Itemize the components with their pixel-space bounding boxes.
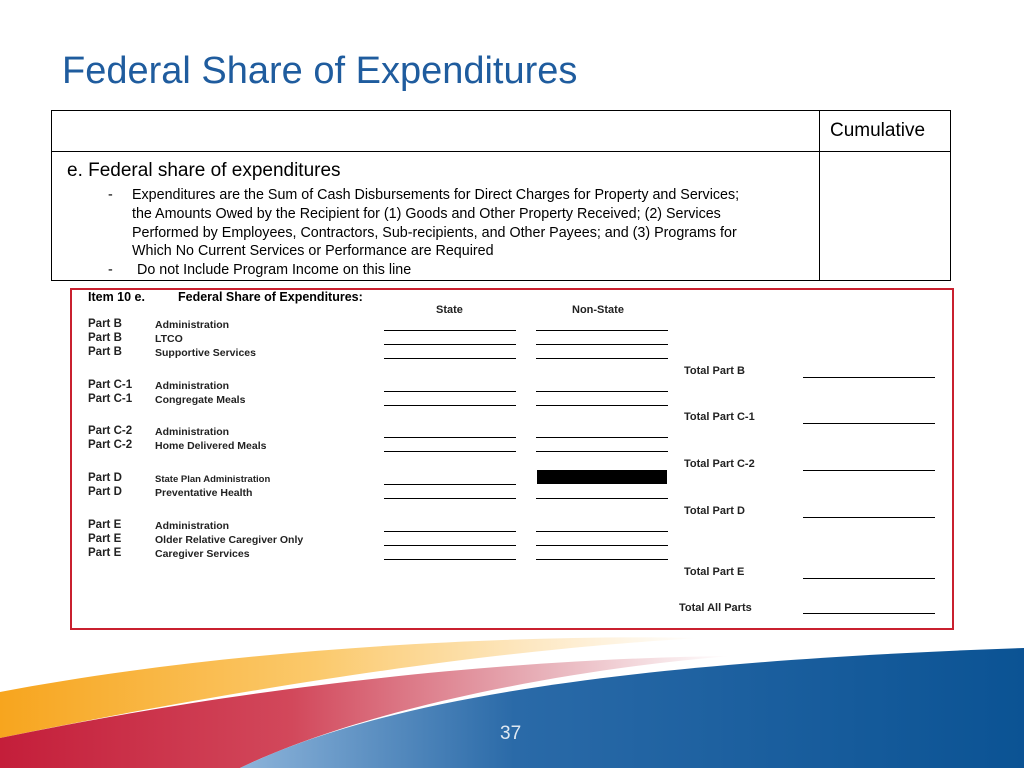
blacked-out-field [537,470,667,484]
state-blank [384,437,516,438]
part-label: Part B [88,346,122,358]
bullet-dash: - [108,187,113,203]
non-state-blank [536,391,668,392]
total-label: Total Part C-2 [684,458,755,470]
bullet-line: the Amounts Owed by the Recipient for (1) Goods and Other Property Received; (2) Services [132,205,721,222]
non-state-blank [536,545,668,546]
total-blank [803,517,935,518]
part-label: Part E [88,519,122,531]
part-description: Supportive Services [155,347,256,359]
part-label: Part B [88,332,122,344]
part-description: Congregate Meals [155,394,246,406]
non-state-blank [536,437,668,438]
bullet-line: Do not Include Program Income on this line [137,262,412,279]
item-heading: e. Federal share of expenditures [67,160,341,181]
part-description: Home Delivered Meals [155,440,267,452]
part-description: Preventative Health [155,487,253,499]
table-column-divider [819,111,820,280]
total-blank [803,470,935,471]
part-label: Part E [88,547,122,559]
part-label: Part E [88,533,122,545]
part-description: Administration [155,520,230,532]
bullet-dash: - [108,262,113,279]
total-blank [803,423,935,424]
column-header-non-state: Non-State [572,304,624,316]
non-state-blank [536,330,668,331]
state-blank [384,391,516,392]
form-subtitle: Federal Share of Expenditures: [178,290,363,304]
part-label: Part C-2 [88,425,133,437]
non-state-blank [536,531,668,532]
non-state-blank [536,451,668,452]
part-description: Administration [155,319,230,331]
total-blank [803,377,935,378]
total-label: Total Part D [684,505,745,517]
part-label: Part C-2 [88,439,133,451]
non-state-blank [536,358,668,359]
total-label: Total Part B [684,365,745,377]
bullet-line: Which No Current Services or Performance are Required [132,243,494,260]
form-image [70,288,954,630]
info-table [51,110,951,281]
part-description: LTCO [155,333,183,345]
state-blank [384,344,516,345]
state-blank [384,484,516,485]
state-blank [384,330,516,331]
form-item-number: Item 10 e. [88,290,145,304]
state-blank [384,545,516,546]
bullet-line: Performed by Employees, Contractors, Sub-recipients, and Other Payees; and (3) Programs for [132,224,737,241]
part-description: State Plan Administration [155,474,271,485]
non-state-blank [536,344,668,345]
cumulative-header: Cumulative [830,120,926,141]
total-label: Total Part E [684,566,745,578]
part-description: Caregiver Services [155,548,250,560]
state-blank [384,451,516,452]
non-state-blank [536,559,668,560]
total-blank [803,578,935,579]
part-description: Older Relative Caregiver Only [155,534,304,546]
part-label: Part C-1 [88,393,133,405]
total-label: Total All Parts [679,602,752,614]
non-state-blank [536,498,668,499]
non-state-blank [536,405,668,406]
part-label: Part C-1 [88,379,133,391]
state-blank [384,559,516,560]
decorative-swoosh [0,630,1024,768]
part-label: Part B [88,318,122,330]
state-blank [384,498,516,499]
part-label: Part D [88,486,122,498]
bullet-item [108,261,812,280]
bullet-line: Expenditures are the Sum of Cash Disbursements for Direct Charges for Property and Services; [132,187,740,203]
total-blank [803,613,935,614]
column-header-state: State [436,304,463,316]
bullet-list [108,186,812,280]
state-blank [384,405,516,406]
part-description: Administration [155,426,230,438]
bullet-item [108,186,812,261]
state-blank [384,358,516,359]
part-description: Administration [155,380,230,392]
total-label: Total Part C-1 [684,411,755,423]
part-label: Part D [88,472,122,484]
table-row-divider [52,151,950,152]
slide-title: Federal Share of Expenditures [62,50,578,92]
state-blank [384,531,516,532]
page-number: 37 [500,723,522,744]
